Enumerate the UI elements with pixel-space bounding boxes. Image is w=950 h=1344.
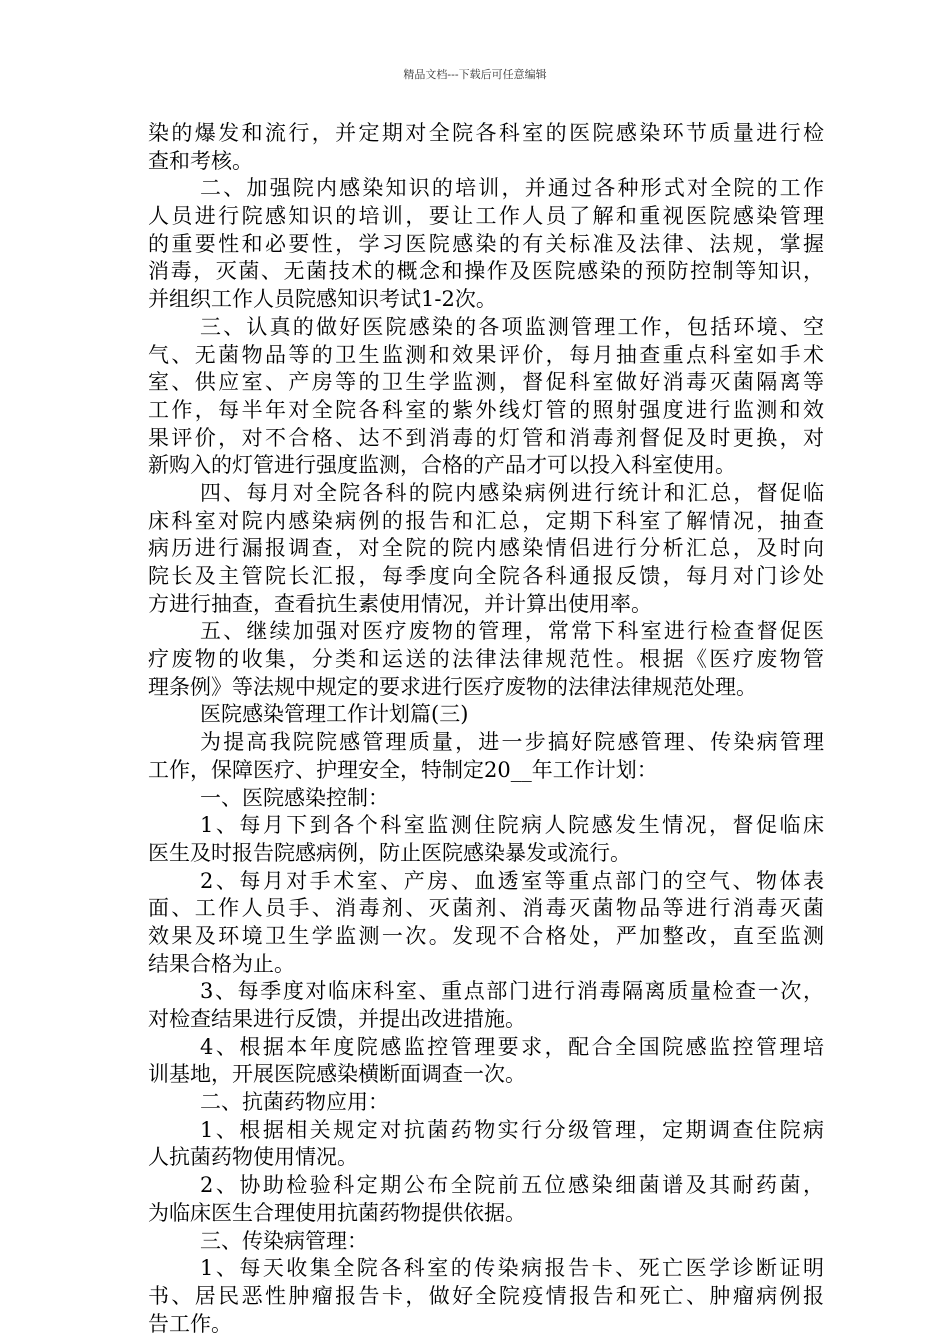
text-line: 为临床医生合理使用抗菌药物提供依据。 xyxy=(148,1200,526,1225)
text-line: 二、加强院内感染知识的培训，并通过各种形式对全院的工作 xyxy=(200,176,824,201)
page-header: 精品文档---下载后可任意编辑 xyxy=(403,68,547,81)
text-line: 五、继续加强对医疗废物的管理，常常下科室进行检查督促医 xyxy=(200,619,824,644)
text-line: 效果及环境卫生学监测一次。发现不合格处，严加整改，直至监测 xyxy=(148,923,824,948)
text-line: 书、居民恶性肿瘤报告卡，做好全院疫情报告和死亡、肿瘤病例报 xyxy=(148,1283,824,1308)
text-line: 消毒，灭菌、无菌技术的概念和操作及医院感染的预防控制等知识， xyxy=(148,259,824,284)
text-line: 3、每季度对临床科室、重点部门进行消毒隔离质量检查一次， xyxy=(200,979,824,1004)
text-line: 人员进行院感知识的培训，要让工作人员了解和重视医院感染管理 xyxy=(148,204,824,229)
text-line: 理条例》等法规中规定的要求进行医疗废物的法律法律规范处理。 xyxy=(148,674,757,699)
text-line: 2、协助检验科定期公布全院前五位感染细菌谱及其耐药菌， xyxy=(200,1173,824,1198)
text-line: 二、抗菌药物应用： xyxy=(200,1090,389,1115)
document-body xyxy=(148,120,824,1338)
text-line: 1、根据相关规定对抗菌药物实行分级管理，定期调查住院病 xyxy=(200,1117,824,1142)
text-line: 新购入的灯管进行强度监测，合格的产品才可以投入科室使用。 xyxy=(148,453,736,478)
text-line: 2、每月对手术室、产房、血透室等重点部门的空气、物体表 xyxy=(200,868,824,893)
text-line: 1、每天收集全院各科室的传染病报告卡、死亡医学诊断证明 xyxy=(200,1256,824,1281)
text-line: 四、每月对全院各科的院内感染病例进行统计和汇总，督促临 xyxy=(200,480,824,505)
text-line: 1、每月下到各个科室监测住院病人院感发生情况，督促临床 xyxy=(200,813,824,838)
text-line: 方进行抽查，查看抗生素使用情况，并计算出使用率。 xyxy=(148,591,652,616)
text-line: 人抗菌药物使用情况。 xyxy=(148,1145,358,1170)
text-line: 的重要性和必要性，学习医院感染的有关标准及法律、法规，掌握 xyxy=(148,231,824,256)
text-line: 病历进行漏报调查，对全院的院内感染情侣进行分析汇总，及时向 xyxy=(148,536,824,561)
text-line: 果评价，对不合格、达不到消毒的灯管和消毒剂督促及时更换，对 xyxy=(148,425,824,450)
text-line: 三、认真的做好医院感染的各项监测管理工作，包括环境、空 xyxy=(200,314,824,339)
text-line: 4、根据本年度院感监控管理要求，配合全国院感监控管理培 xyxy=(200,1034,824,1059)
text-line: 染的爆发和流行，并定期对全院各科室的医院感染环节质量进行检 xyxy=(148,121,824,145)
text-line: 并组织工作人员院感知识考试1-2次。 xyxy=(148,287,497,312)
text-line: 床科室对院内感染病例的报告和汇总，定期下科室了解情况，抽查 xyxy=(148,508,824,533)
text-line: 告工作。 xyxy=(148,1311,232,1336)
text-line: 训基地，开展医院感染横断面调查一次。 xyxy=(148,1062,526,1087)
text-line: 查和考核。 xyxy=(148,148,253,173)
text-line: 结果合格为止。 xyxy=(148,951,295,976)
text-line: 工作，每半年对全院各科室的紫外线灯管的照射强度进行监测和效 xyxy=(148,397,824,422)
text-line: 对检查结果进行反馈，并提出改进措施。 xyxy=(148,1007,526,1031)
text-line: 气、无菌物品等的卫生监测和效果评价，每月抽查重点科室如手术 xyxy=(148,342,824,367)
text-line: 三、传染病管理： xyxy=(200,1228,368,1253)
text-line: 院长及主管院长汇报，每季度向全院各科通报反馈，每月对门诊处 xyxy=(148,564,824,588)
text-line: 室、供应室、产房等的卫生学监测，督促科室做好消毒灭菌隔离等 xyxy=(148,370,824,395)
text-line: 疗废物的收集，分类和运送的法律法律规范性。根据《医疗废物管 xyxy=(148,647,824,672)
text-line: 面、工作人员手、消毒剂、灭菌剂、消毒灭菌物品等进行消毒灭菌 xyxy=(148,896,824,921)
text-line: 医院感染管理工作计划篇(三) xyxy=(200,702,469,727)
text-line: 医生及时报告院感病例，防止医院感染暴发或流行。 xyxy=(148,840,631,865)
text-line: 工作，保障医疗、护理安全，特制定20__年工作计划： xyxy=(148,757,658,782)
text-line: 一、医院感染控制： xyxy=(200,785,389,810)
text-line: 为提高我院院感管理质量，进一步搞好院感管理、传染病管理 xyxy=(200,730,824,755)
